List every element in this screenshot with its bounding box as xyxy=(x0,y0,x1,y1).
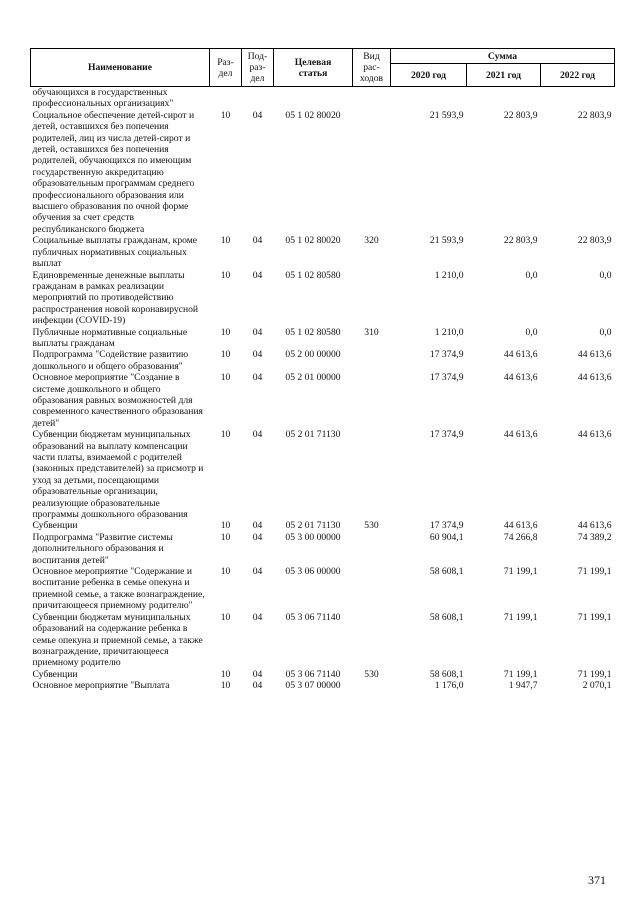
row-razdel-cell: 10 xyxy=(220,520,231,532)
row-vid-cell xyxy=(353,566,391,612)
row-name-cell: Субвенции бюджетам муниципальных образований на содержание ребенка в семье опекуна и приемной семье, а также вознаграждение, причитающееся приемному родителю xyxy=(32,611,203,669)
row-tselevaya-cell xyxy=(274,87,353,110)
row-2021-cell: 1 947,7 xyxy=(508,680,538,692)
row-2021-cell: 44 613,6 xyxy=(503,349,538,361)
row-vid-cell xyxy=(353,87,391,110)
row-2021-cell: 0,0 xyxy=(525,269,538,281)
header-razdel: Раз- дел xyxy=(210,49,242,87)
row-vid-cell xyxy=(353,372,391,429)
row-2022-cell: 71 199,1 xyxy=(577,668,612,680)
row-name-cell: Основное мероприятие "Создание в системе дошкольного и общего образования равных возможностей для современного качественного образования детей" xyxy=(32,372,203,429)
row-razdel-cell: 10 xyxy=(220,566,231,578)
row-2022-cell: 22 803,9 xyxy=(577,235,612,247)
row-name-cell: Единовременные денежные выплаты гражданам в рамках реализации мероприятий по противодействию распространения новой коронавирусной инфекции (COVID-19) xyxy=(32,269,199,327)
row-2021-cell: 22 803,9 xyxy=(503,109,538,121)
row-vid-cell xyxy=(353,532,391,566)
row-2022-cell: 22 803,9 xyxy=(577,109,612,121)
row-vid-cell: 530 xyxy=(364,668,379,680)
row-2020-cell: 58 608,1 xyxy=(429,566,464,578)
table-row xyxy=(31,680,615,691)
table-row xyxy=(31,429,615,520)
row-podrazdel-cell: 04 xyxy=(252,680,263,692)
row-razdel-cell: 10 xyxy=(220,531,231,543)
row-podrazdel-cell: 04 xyxy=(252,668,263,680)
row-podrazdel-cell: 04 xyxy=(252,235,263,247)
row-name-cell: Основное мероприятие "Содержание и воспитание ребенка в семье опекуна и приемной семье, а также вознаграждение, причитающееся приемному родителю" xyxy=(32,566,205,612)
row-name-cell: Публичные нормативные социальные выплаты гражданам xyxy=(32,326,188,349)
row-2022-cell xyxy=(541,87,615,110)
row-razdel-cell: 10 xyxy=(220,109,231,121)
table-row xyxy=(31,669,615,680)
row-2022-cell: 71 199,1 xyxy=(577,566,612,578)
row-2022-cell: 71 199,1 xyxy=(577,611,612,623)
row-tselevaya-cell: 05 2 01 00000 xyxy=(285,372,341,384)
table-row xyxy=(31,110,615,235)
row-razdel-cell: 10 xyxy=(220,668,231,680)
row-2020-cell: 17 374,9 xyxy=(429,349,464,361)
row-2022-cell: 44 613,6 xyxy=(577,429,612,441)
header-vid: Вид рас- ходов xyxy=(353,49,391,87)
row-2022-cell: 44 613,6 xyxy=(577,372,612,384)
row-tselevaya-cell: 05 3 06 00000 xyxy=(285,566,341,578)
table-row xyxy=(31,566,615,612)
row-2022-cell: 74 389,2 xyxy=(577,531,612,543)
row-2020-cell: 58 608,1 xyxy=(429,611,464,623)
row-razdel-cell: 10 xyxy=(220,611,231,623)
row-2021-cell: 0,0 xyxy=(525,326,538,338)
table-body xyxy=(31,87,615,692)
row-2021-cell: 22 803,9 xyxy=(503,235,538,247)
row-tselevaya-cell: 05 1 02 80580 xyxy=(285,269,341,281)
row-2021-cell: 44 613,6 xyxy=(503,372,538,384)
budget-table xyxy=(30,48,615,692)
row-tselevaya-cell: 05 3 07 00000 xyxy=(285,680,341,692)
table-row xyxy=(31,87,615,110)
row-razdel-cell: 10 xyxy=(220,372,231,384)
row-vid-cell xyxy=(353,110,391,235)
row-razdel-cell: 10 xyxy=(220,269,231,281)
row-razdel-cell: 10 xyxy=(220,235,231,247)
row-2020-cell: 17 374,9 xyxy=(429,372,464,384)
row-2021-cell: 71 199,1 xyxy=(503,611,538,623)
table-row xyxy=(31,532,615,566)
row-razdel-cell xyxy=(210,87,242,110)
row-2020-cell: 21 593,9 xyxy=(429,109,464,121)
row-2022-cell: 2 070,1 xyxy=(582,680,612,692)
row-tselevaya-cell: 05 1 02 80020 xyxy=(285,235,341,247)
header-2021: 2021 год xyxy=(467,64,541,87)
row-name-cell: Подпрограмма "Содействие развитию дошкольного и общего образования" xyxy=(32,349,189,372)
row-podrazdel-cell: 04 xyxy=(252,520,263,532)
row-2021-cell: 74 266,8 xyxy=(503,531,538,543)
row-2022-cell: 0,0 xyxy=(599,269,612,281)
row-podrazdel-cell: 04 xyxy=(252,611,263,623)
row-name-cell: Социальные выплаты гражданам, кроме публичных нормативных социальных выплат xyxy=(32,235,198,270)
table-header xyxy=(31,49,615,87)
row-tselevaya-cell: 05 1 02 80020 xyxy=(285,109,341,121)
table-row xyxy=(31,372,615,429)
row-vid-cell xyxy=(353,270,391,327)
row-name-cell: Субвенции бюджетам муниципальных образований на выплату компенсации части платы, взимаемой с родителей (законных представителей) за присмотр и уход за детьми, посещающими образовательные организации, реализующие образовательные программы дошкольного образования xyxy=(32,429,204,521)
row-podrazdel-cell: 04 xyxy=(252,429,263,441)
row-vid-cell xyxy=(353,680,391,691)
row-vid-cell: 310 xyxy=(364,326,379,338)
row-2020-cell: 17 374,9 xyxy=(429,429,464,441)
row-podrazdel-cell xyxy=(242,87,274,110)
row-name-cell: обучающихся в государственных профессиональных организациях" xyxy=(32,87,174,110)
row-tselevaya-cell: 05 3 06 71140 xyxy=(285,668,341,680)
row-razdel-cell: 10 xyxy=(220,429,231,441)
table-row xyxy=(31,520,615,531)
header-summa: Сумма xyxy=(391,49,615,64)
row-2021-cell xyxy=(467,87,541,110)
row-tselevaya-cell: 05 3 00 00000 xyxy=(285,531,341,543)
row-name-cell: Субвенции xyxy=(32,520,78,532)
row-vid-cell xyxy=(353,612,391,669)
row-vid-cell: 320 xyxy=(364,235,379,247)
row-2020-cell: 1 210,0 xyxy=(434,269,464,281)
row-2022-cell: 44 613,6 xyxy=(577,520,612,532)
row-2021-cell: 44 613,6 xyxy=(503,429,538,441)
table-row xyxy=(31,235,615,269)
row-tselevaya-cell: 05 2 00 00000 xyxy=(285,349,341,361)
row-2020-cell: 60 904,1 xyxy=(429,531,464,543)
row-2021-cell: 44 613,6 xyxy=(503,520,538,532)
header-podrazdel: Под- раз- дел xyxy=(242,49,274,87)
row-podrazdel-cell: 04 xyxy=(252,531,263,543)
row-podrazdel-cell: 04 xyxy=(252,349,263,361)
row-tselevaya-cell: 05 3 06 71140 xyxy=(285,611,341,623)
row-podrazdel-cell: 04 xyxy=(252,566,263,578)
row-2021-cell: 71 199,1 xyxy=(503,668,538,680)
row-2021-cell: 71 199,1 xyxy=(503,566,538,578)
row-2020-cell xyxy=(391,87,467,110)
row-2020-cell: 1 176,0 xyxy=(434,680,464,692)
row-2020-cell: 1 210,0 xyxy=(434,326,464,338)
row-vid-cell: 530 xyxy=(364,520,379,532)
row-podrazdel-cell: 04 xyxy=(252,326,263,338)
row-name-cell: Подпрограмма "Развитие системы дополнительного образования и воспитания детей" xyxy=(32,531,173,566)
header-tselevaya: Целевая статья xyxy=(274,49,353,87)
row-podrazdel-cell: 04 xyxy=(252,372,263,384)
row-tselevaya-cell: 05 2 01 71130 xyxy=(285,520,341,532)
header-name: Наименование xyxy=(31,49,210,87)
row-name-cell: Субвенции xyxy=(32,668,78,680)
row-razdel-cell: 10 xyxy=(220,326,231,338)
row-vid-cell xyxy=(353,349,391,372)
row-name-cell: Основное мероприятие "Выплата xyxy=(32,680,170,692)
row-razdel-cell: 10 xyxy=(220,680,231,692)
table-row xyxy=(31,349,615,372)
row-2022-cell: 44 613,6 xyxy=(577,349,612,361)
row-2020-cell: 58 608,1 xyxy=(429,668,464,680)
row-vid-cell xyxy=(353,429,391,520)
row-podrazdel-cell: 04 xyxy=(252,109,263,121)
table-row xyxy=(31,327,615,350)
header-2020: 2020 год xyxy=(391,64,467,87)
page-number: 371 xyxy=(588,873,606,887)
row-name-cell: Социальное обеспечение детей-сирот и детей, оставшихся без попечения родителей, лиц из числа детей-сирот и детей, оставшихся без попечения родителей, обучающихся по имеющим государственную аккредитацию образовательным программам среднего профессионального образования или высшего образования по очной форме обучения за счет средств республиканского бюджета xyxy=(32,109,195,235)
budget-table-page xyxy=(30,48,614,692)
row-podrazdel-cell: 04 xyxy=(252,269,263,281)
row-tselevaya-cell: 05 2 01 71130 xyxy=(285,429,341,441)
header-2022: 2022 год xyxy=(541,64,615,87)
row-razdel-cell: 10 xyxy=(220,349,231,361)
table-row xyxy=(31,612,615,669)
table-row xyxy=(31,270,615,327)
row-tselevaya-cell: 05 1 02 80580 xyxy=(285,326,341,338)
row-2022-cell: 0,0 xyxy=(599,326,612,338)
row-2020-cell: 21 593,9 xyxy=(429,235,464,247)
row-2020-cell: 17 374,9 xyxy=(429,520,464,532)
